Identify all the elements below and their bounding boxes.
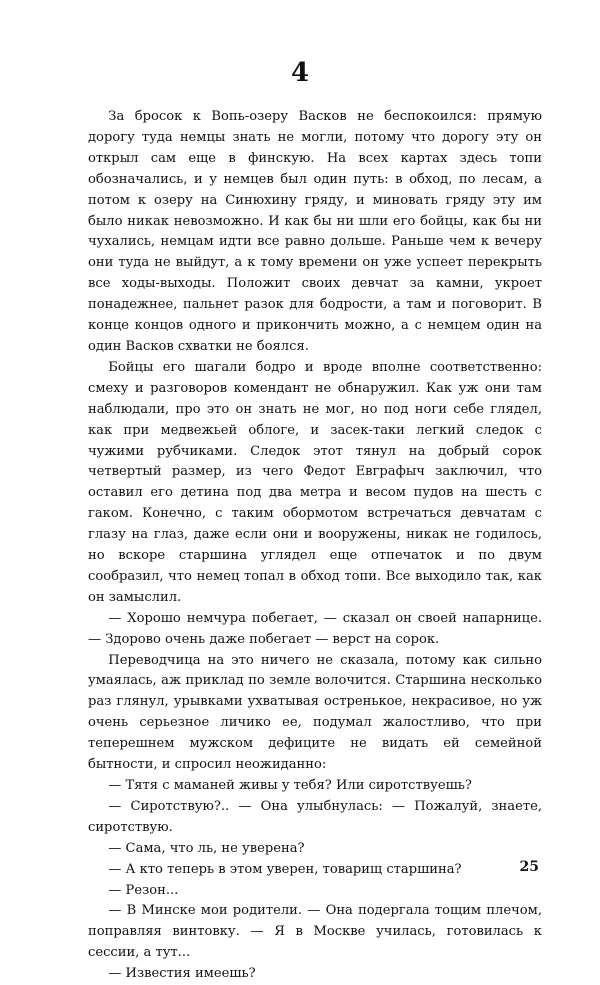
paragraph: Бойцы его шагали бодро и вроде вполне соответственно: смеху и разговоров комендант не обнаружил. Как уж они там наблюдали, про это он знать не мог, но под ноги себе глядел, как при медвежьей облоге, и засек-таки легкий следок с чужими рубчиками. Следок этот тянул на добрый сорок четвертый размер, из чего Федот Евграфыч заключил, что оставил его детина под два метра и весом пудов на шесть с гаком. Конечно, с таким обормотом встречаться девчатам с глазу на глаз, даже если они и вооружены, никак не годилось, но вскоре старшина углядел еще отпечаток и по двум сообразил, что немец топал в обход топи. Все выходило так, как он замыслил.: [88, 359, 542, 605]
paragraph: — В Минске мои родители. — Она подергала тощим плечом, поправляя винтовку. — Я в Москве училась, готовилась к сессии, а тут...: [88, 903, 542, 961]
paragraph: Переводчица на это ничего не сказала, потому как сильно умаялась, аж приклад по земле волочится. Старшина несколько раз глянул, урывками ухватывая остренькое, некрасивое, но уж очень серьезное личико ее, подумал жалостливо, что при теперешнем мужском дефиците не видать ей семейной бытности, и спросил неожиданно:: [88, 652, 542, 773]
chapter-number: 4: [290, 58, 310, 88]
paragraph: — Резон...: [108, 882, 179, 898]
paragraph: — Известия имеешь?: [108, 966, 256, 982]
page-number: 25: [519, 859, 539, 875]
paragraph: За бросок к Вопь-озеру Васков не беспокоился: прямую дорогу туда немцы знать не могли, потому что дорогу эту он открыл сам еще в финскую. На всех картах здесь топи обозначались, и у немцев был один путь: в обход, по лесам, а потом к озеру на Синюхину гряду, и миновать гряду эту им было никак невозможно. И как бы ни шли его бойцы, как бы ни чухались, немцам идти все равно дольше. Раньше чем к вечеру они туда не выйдут, а к тому времени он уже успеет перекрыть все ходы-выходы. Положит своих девчат за камни, укроет понадежнее, пальнет разок для бодрости, а там и поговорит. В конце концов одного и прикончить можно, а с немцем один на один Васков схватки не боялся.: [88, 109, 542, 354]
text-body: [88, 107, 542, 985]
paragraph: — Тятя с маманей живы у тебя? Или сиротствуешь?: [108, 778, 472, 793]
paragraph: — Хорошо немчура побегает, — сказал он своей напарнице. — Здорово очень даже побегает — верст на сорок.: [88, 610, 542, 647]
paragraph: — Сиротствую?.. — Она улыбнулась: — Пожалуй, знаете, сиротствую.: [88, 798, 542, 835]
paragraph: — Сама, что ль, не уверена?: [108, 840, 305, 856]
paragraph: — А кто теперь в этом уверен, товарищ старшина?: [108, 861, 462, 877]
